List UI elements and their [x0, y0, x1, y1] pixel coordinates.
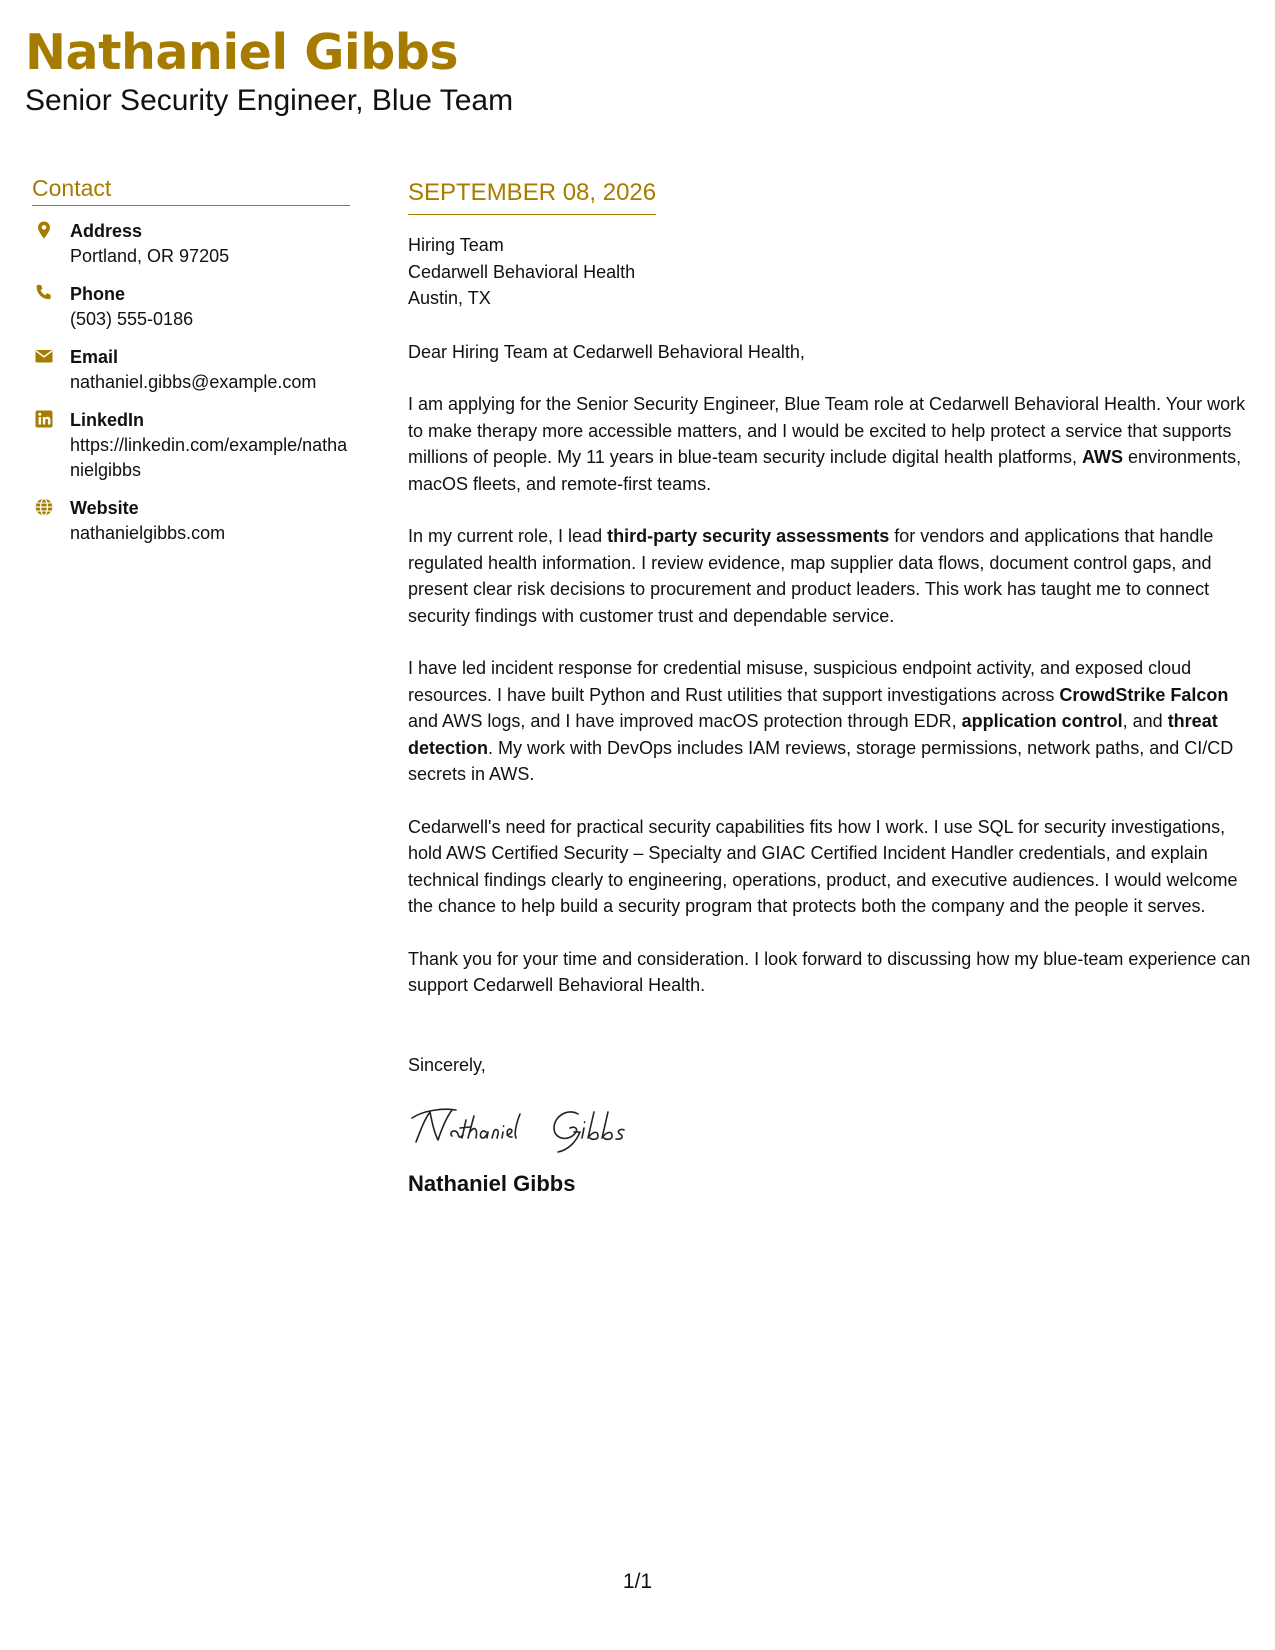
paragraph-text: I have led incident response for credential misuse, suspicious endpoint activity, and exposed cloud resources. I have built Python and Rust utilities that support investigations across: [408, 658, 1192, 705]
emphasized-text: AWS: [1082, 447, 1124, 467]
globe-icon: [34, 497, 54, 517]
paragraph-text: , and: [1122, 711, 1168, 731]
applicant-name: Nathaniel Gibbs: [25, 24, 459, 81]
paragraph-text: I am applying for the Senior Security Engineer, Blue Team role at Cedarwell Behavioral Health. Your work to make therapy more accessible matters, and I would be excited to help protect a service that supports millions of people. My 11 years in blue-team security include digital health platforms,: [408, 394, 1246, 467]
map-pin-icon: [34, 220, 54, 240]
letter-date: SEPTEMBER 08, 2026: [408, 178, 656, 215]
contact-value[interactable]: https://linkedin.com/example/nathanielgibbs: [70, 435, 348, 480]
contact-website: [32, 495, 350, 546]
linkedin-icon: [34, 409, 54, 429]
emphasized-text: CrowdStrike Falcon: [1059, 684, 1229, 705]
contact-value: Portland, OR 97205: [70, 246, 230, 266]
handwritten-signature: [408, 1098, 668, 1156]
emphasized-text: threat detection: [408, 711, 1218, 758]
recipient-line: Hiring Team: [408, 235, 504, 255]
letter-paragraphs: [408, 391, 1253, 999]
contact-value: (503) 555-0186: [70, 309, 194, 329]
contact-label: Address: [70, 221, 143, 241]
contact-phone: [32, 281, 350, 332]
contact-label: LinkedIn: [70, 410, 145, 430]
job-title: Senior Security Engineer, Blue Team: [25, 84, 514, 117]
paragraph-text: and AWS logs, and I have improved macOS protection through EDR,: [408, 711, 962, 731]
contact-list: [32, 218, 350, 546]
email-icon: [34, 346, 54, 366]
contact-value[interactable]: nathaniel.gibbs@example.com: [70, 372, 317, 392]
recipient-line: Austin, TX: [408, 288, 491, 308]
letter-paragraph: [408, 523, 1253, 629]
emphasized-text: third-party security assessments: [607, 526, 890, 546]
letter-paragraph: [408, 946, 1253, 999]
signer-name: Nathaniel Gibbs: [408, 1171, 576, 1196]
letter-body: [408, 178, 1253, 1198]
paragraph-text: Thank you for your time and consideration. I look forward to discussing how my blue-team experience can support Cedarwell Behavioral Health.: [408, 948, 1251, 995]
page-number: 1/1: [622, 1570, 653, 1593]
paragraph-text: In my current role, I lead: [408, 526, 608, 546]
letter-paragraph: [408, 391, 1253, 497]
paragraph-text: . My work with DevOps includes IAM reviews, storage permissions, network paths, and CI/CD secrets in AWS.: [408, 737, 1234, 784]
contact-email: [32, 344, 350, 395]
salutation: Dear Hiring Team at Cedarwell Behavioral Health,: [408, 341, 805, 362]
emphasized-text: application control: [961, 711, 1123, 731]
contact-label: Website: [70, 498, 139, 518]
contact-value[interactable]: nathanielgibbs.com: [70, 523, 226, 543]
paragraph-text: Cedarwell's need for practical security capabilities fits how I work. I use SQL for security investigations, hold AWS Certified Security – Specialty and GIAC Certified Incident Handler credentials, and explain technical findings clearly to engineering, operations, product, and executive audiences. I would welcome the chance to help build a security program that protects both the company and the people it serves.: [408, 816, 1238, 916]
contact-heading: Contact: [32, 174, 350, 206]
recipient-line: Cedarwell Behavioral Health: [408, 261, 636, 282]
contact-linkedin: [32, 407, 350, 483]
paragraph-text: for vendors and applications that handle regulated health information. I review evidence, map supplier data flows, document control gaps, and present clear risk decisions to procurement and product leaders. This work has taught me to connect security findings with customer trust and dependable service.: [408, 526, 1214, 626]
contact-label: Email: [70, 347, 119, 367]
paragraph-text: environments, macOS fleets, and remote-first teams.: [408, 447, 1242, 494]
letter-paragraph: [408, 814, 1253, 920]
contact-sidebar: [32, 174, 350, 558]
letter-paragraph: [408, 655, 1253, 788]
closing: Sincerely,: [408, 1054, 486, 1075]
phone-icon: [34, 283, 54, 303]
contact-address: [32, 218, 350, 269]
recipient-block: [408, 232, 1253, 312]
contact-label: Phone: [70, 284, 126, 304]
